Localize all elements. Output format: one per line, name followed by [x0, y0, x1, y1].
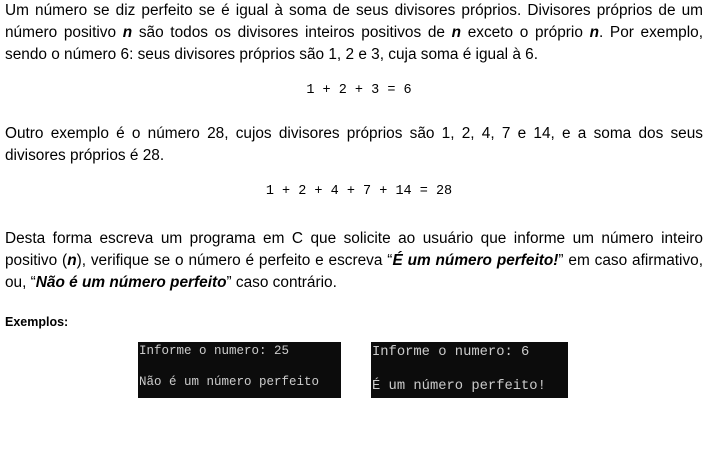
console-output: Não é um número perfeito [139, 375, 320, 389]
paragraph-task [5, 228, 703, 294]
formula-sum-28: 1 + 2 + 4 + 7 + 14 = 28 [265, 184, 453, 199]
paragraph-text: ” em caso afirmativo, ou, “ [5, 252, 703, 291]
message-perfect: É um número perfeito! [392, 252, 559, 269]
variable-n: n [589, 24, 599, 41]
paragraph-text: ” caso contrário. [226, 274, 337, 291]
paragraph-example-28: Outro exemplo é o número 28, cujos divisores próprios são 1, 2, 4, 7 e 14, e a soma dos seus divisores próprios é 28. [5, 125, 703, 164]
paragraph-definition [5, 0, 703, 66]
paragraph-text: Desta forma escreva um programa em C que solicite ao usuário que informe um número inteiro positivo ( [5, 230, 703, 269]
console-example-25 [138, 342, 341, 398]
variable-n: n [122, 24, 133, 41]
examples-label: Exemplos: [5, 315, 69, 329]
variable-n: n [67, 252, 77, 269]
message-not-perfect: Não é um número perfeito [35, 274, 227, 291]
variable-n: n [451, 24, 462, 41]
console-output: É um número perfeito! [372, 379, 546, 394]
paragraph-text: . Por exemplo, sendo o número 6: seus divisores próprios são 1, 2 e 3, cuja soma é igual à 6. [5, 24, 703, 63]
paragraph-text: ), verifique se o número é perfeito e escreva “ [76, 252, 393, 269]
console-prompt: Informe o numero: 6 [372, 345, 530, 360]
paragraph-text: exceto o próprio [461, 24, 590, 41]
console-example-6 [371, 342, 568, 398]
paragraph-text: são todos os divisores inteiros positivos de [132, 24, 452, 41]
paragraph-text: Um número se diz perfeito se é igual à soma de seus divisores próprios. Divisores próprios de um número positivo [5, 2, 703, 41]
formula-sum-6: 1 + 2 + 3 = 6 [306, 83, 412, 98]
console-prompt: Informe o numero: 25 [139, 344, 290, 358]
